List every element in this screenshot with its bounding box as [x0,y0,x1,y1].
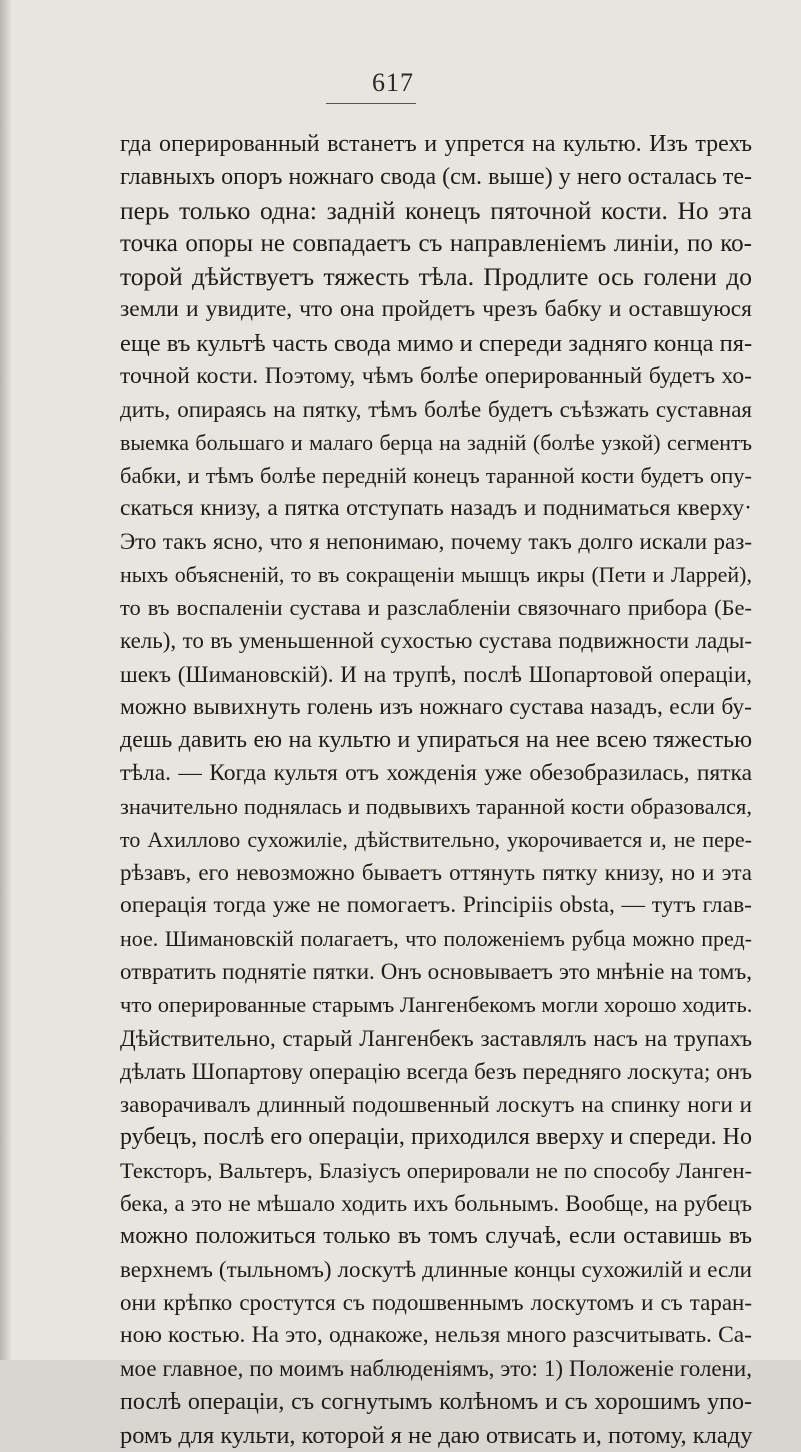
text-line: значительно поднялась и подвывихъ таранной кости образовался, [120,793,752,819]
text-line: операцiя тогда уже не помогаетъ. Principiis obsta, — тутъ глав- [120,892,752,919]
text-line: земли и увидите, что она пройдетъ чрезъ бабку и оставшуюся [120,296,752,323]
text-line: заворачивалъ длинный подошвенный лоскутъ на спинку ноги и [120,1091,752,1117]
text-line: то Ахиллово сухожилiе, дѣйствительно, укорочивается и, не пере- [120,826,752,852]
text-line: дешь давить ею на культю и упираться на нее всею тяжестью [120,726,752,753]
text-line: ною костью. На это, однакоже, нельзя много разсчитывать. Са- [120,1322,752,1349]
text-line: тѣла. — Когда культя отъ хожденiя уже обезобразилась, пятка [120,759,752,786]
page-number: 617 [372,68,414,97]
text-line: ромъ для культи, которой я не даю отвисать и, потому, кладу [120,1421,753,1449]
text-line: что оперированные старымъ Лангенбекомъ могли хорошо ходить. [120,992,753,1018]
text-line: выемка большаго и малаго берца на заднiй (болѣе узкой) сегментъ [120,429,752,455]
text-line: Текстоpъ, Вальтеръ, Блазiусъ оперировали не по способу Ланген- [120,1157,752,1183]
text-line: послѣ операцiи, съ согнутымъ колѣномъ и съ хорошимъ упо- [120,1388,752,1415]
text-line: ное. Шимановскiй полагаетъ, что положенiемъ рубца можно пред- [120,926,752,952]
text-line: точка опоры не совпадаетъ съ направленiемъ линiи, по ко- [120,230,752,258]
text-line: перь только одна: заднiй конецъ пяточной кости. Но эта [120,196,752,226]
text-line: то въ воспаленiи сустава и разслабленiи связочнаго прибора (Бе- [120,595,752,621]
page-number-rule [326,103,416,104]
text-line: отвратить поднятiе пятки. Онъ основываетъ это мнѣнiе на томъ, [120,959,752,985]
text-line: торой дѣйствуетъ тяжесть тѣла. Продлите ось голени до [120,262,752,292]
text-line: Это такъ ясно, что я непонимаю, почему такъ долго искали раз- [120,529,752,555]
text-line: можно положиться только въ томъ случаѣ, если оставишь въ [120,1223,752,1250]
text-line: точной кости. Поэтому, чѣмъ болѣе оперированный будетъ хо- [120,362,752,389]
text-line: дить, опираясь на пятку, тѣмъ болѣе будетъ съѣзжать суставная [120,396,752,422]
text-line: они крѣпко сростутся съ подошвеннымъ лоскутомъ и съ таран- [120,1290,752,1316]
text-line: дѣлать Шопартову операцiю всегда безъ передняго лоскута; онъ [120,1058,752,1084]
text-line: Дѣйствительно, старый Лангенбекъ заставлялъ насъ на трупахъ [120,1025,752,1051]
text-line: ныхъ объясненiй, то въ сокращенiи мышцъ икры (Пети и Ларрей), [120,562,752,588]
text-line: шекъ (Шимановскiй). И на трупѣ, послѣ Шопартовой операцiи, [120,661,752,687]
text-line: бека, а это не мѣшало ходить ихъ больнымъ. Вообще, на рубецъ [120,1191,752,1216]
text-line: главныхъ опоръ ножнаго свода (см. выше) у него осталась те- [120,164,752,191]
text-line: мое главное, по моимъ наблюденiямъ, это: 1) Положенiе голени, [120,1356,752,1382]
text-line: гда оперированный встанетъ и упрется на культю. Изъ трехъ [120,131,752,157]
body-text [120,128,752,1452]
text-line: можно вывихнуть голень изъ ножнаго сустава назадъ, если бу- [120,693,752,720]
text-line: рѣзавъ, его невозможно бываетъ оттянуть пятку книзу, но и эта [120,860,752,886]
text-line: кель), то въ уменьшенной сухостью сустава подвижности лады- [120,628,752,654]
text-line: рубецъ, послѣ его операцiи, приходился вверху и спереди. Но [120,1123,752,1150]
text-line: скаться книзу, а пятка отступать назадъ и подниматься кверху· [120,495,752,522]
text-line: верхнемъ (тыльномъ) лоскутѣ длинные концы сухожилiй и если [120,1257,752,1283]
page-edge-shadow [0,0,12,1360]
text-line: еще въ культѣ часть свода мимо и спереди задняго конца пя- [120,329,753,357]
text-line: бабки, и тѣмъ болѣе переднiй конецъ таранной кости будетъ опу- [120,462,752,488]
